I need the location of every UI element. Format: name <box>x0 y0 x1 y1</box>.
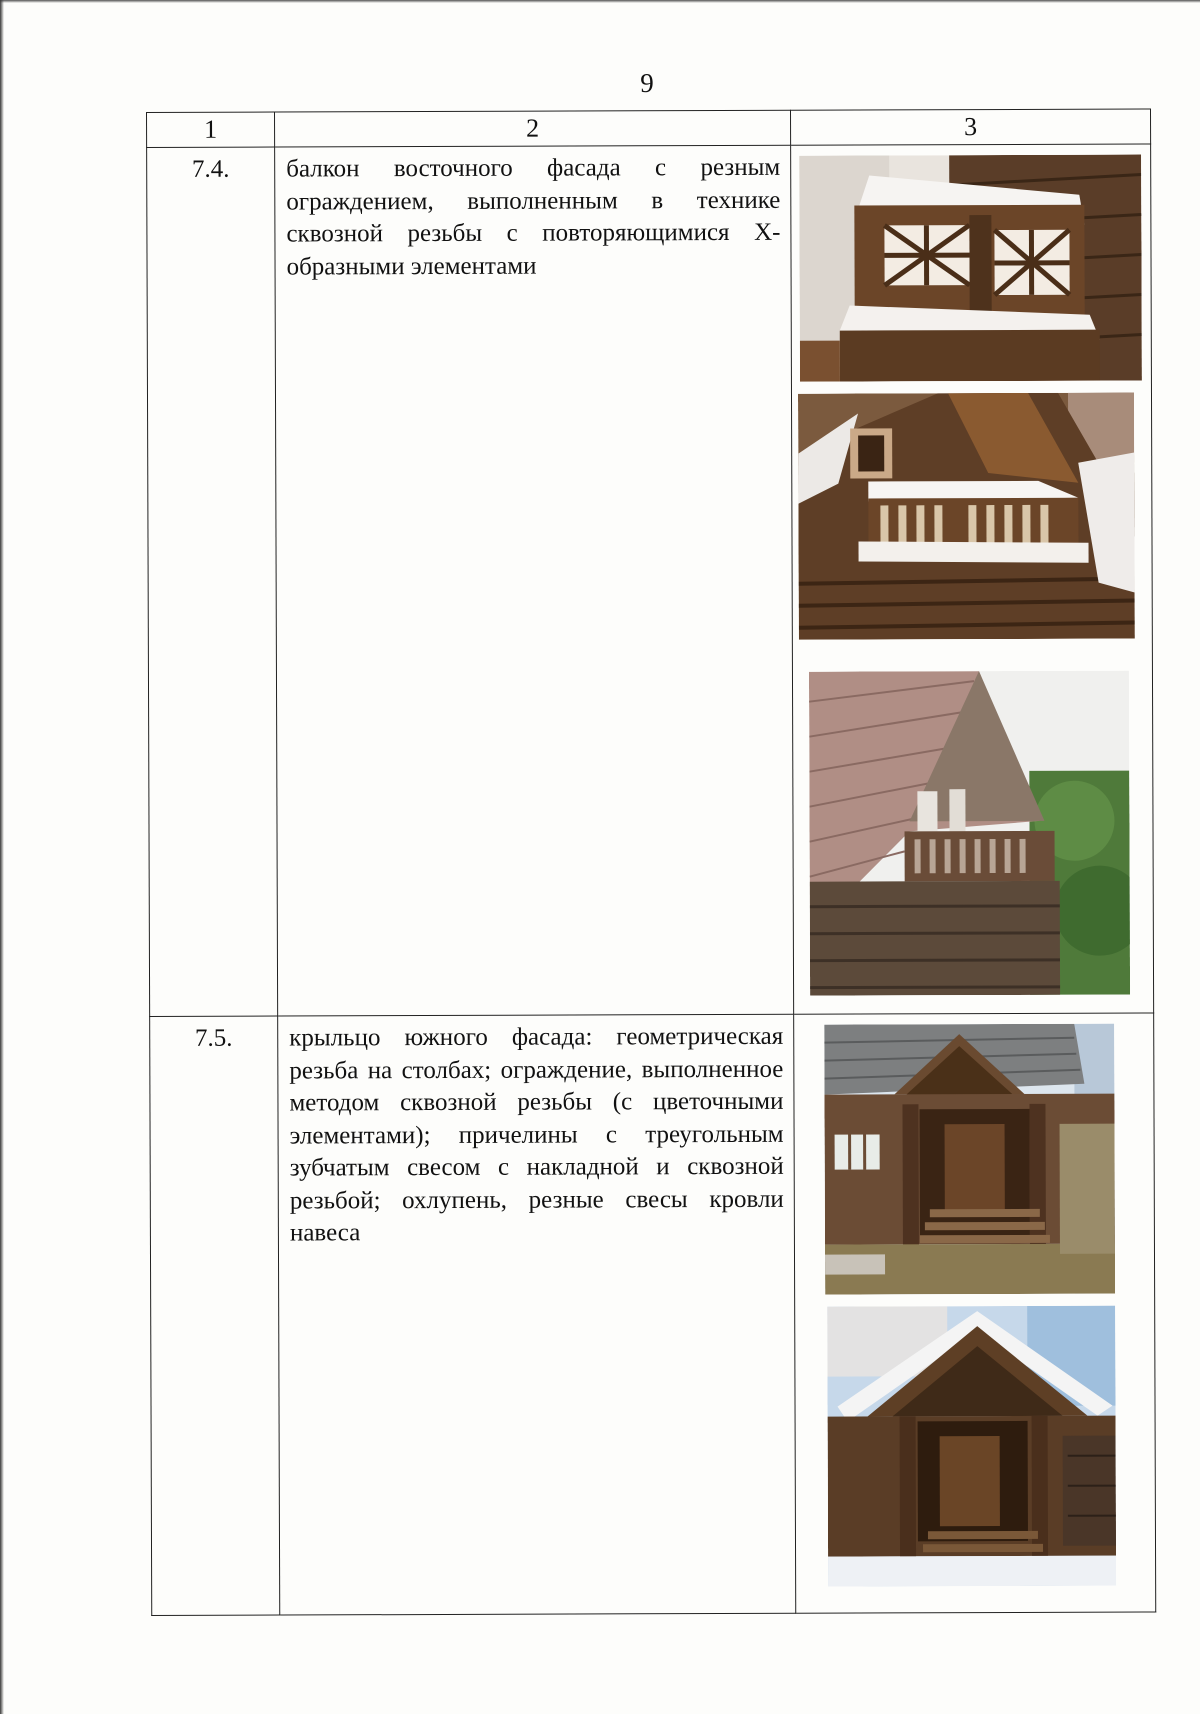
row-description: крыльцо южного фасада: геометрическая резьба на столбах; ограждение, выполненное методом сквозной резьбы (с цветочными элементами); причелины с треугольным зубчатым свесом с накладной и сквозной резьбой; охлупень, резные свесы кровли навеса <box>278 1014 796 1615</box>
row-description: балкон восточного фасада с резным ограждением, выполненным в технике сквозной резьбы с повторяющимися Х- образными элементами <box>275 145 794 1016</box>
table-row <box>150 1013 1156 1616</box>
photo-cell <box>794 1013 1156 1613</box>
porch-winter-photo <box>827 1306 1116 1587</box>
header-cell-col-2: 2 <box>275 110 791 147</box>
balcony-summer-photo <box>809 671 1130 996</box>
row-number: 7.5. <box>150 1016 280 1615</box>
header-cell-col-3: 3 <box>790 109 1150 145</box>
scan-left-edge <box>0 0 4 1714</box>
porch-spring-photo <box>824 1024 1115 1295</box>
table-header-row <box>147 109 1151 148</box>
row-number: 7.4. <box>147 147 278 1016</box>
scan-top-edge <box>0 0 1200 3</box>
balcony-closeup-photo <box>799 155 1142 382</box>
balcony-under-gable-photo <box>798 393 1135 640</box>
table-row <box>147 144 1154 1016</box>
header-cell-col-1: 1 <box>147 112 275 147</box>
heritage-elements-table <box>146 108 1156 1615</box>
page-number: 9 <box>640 68 654 98</box>
photo-cell <box>791 144 1154 1014</box>
